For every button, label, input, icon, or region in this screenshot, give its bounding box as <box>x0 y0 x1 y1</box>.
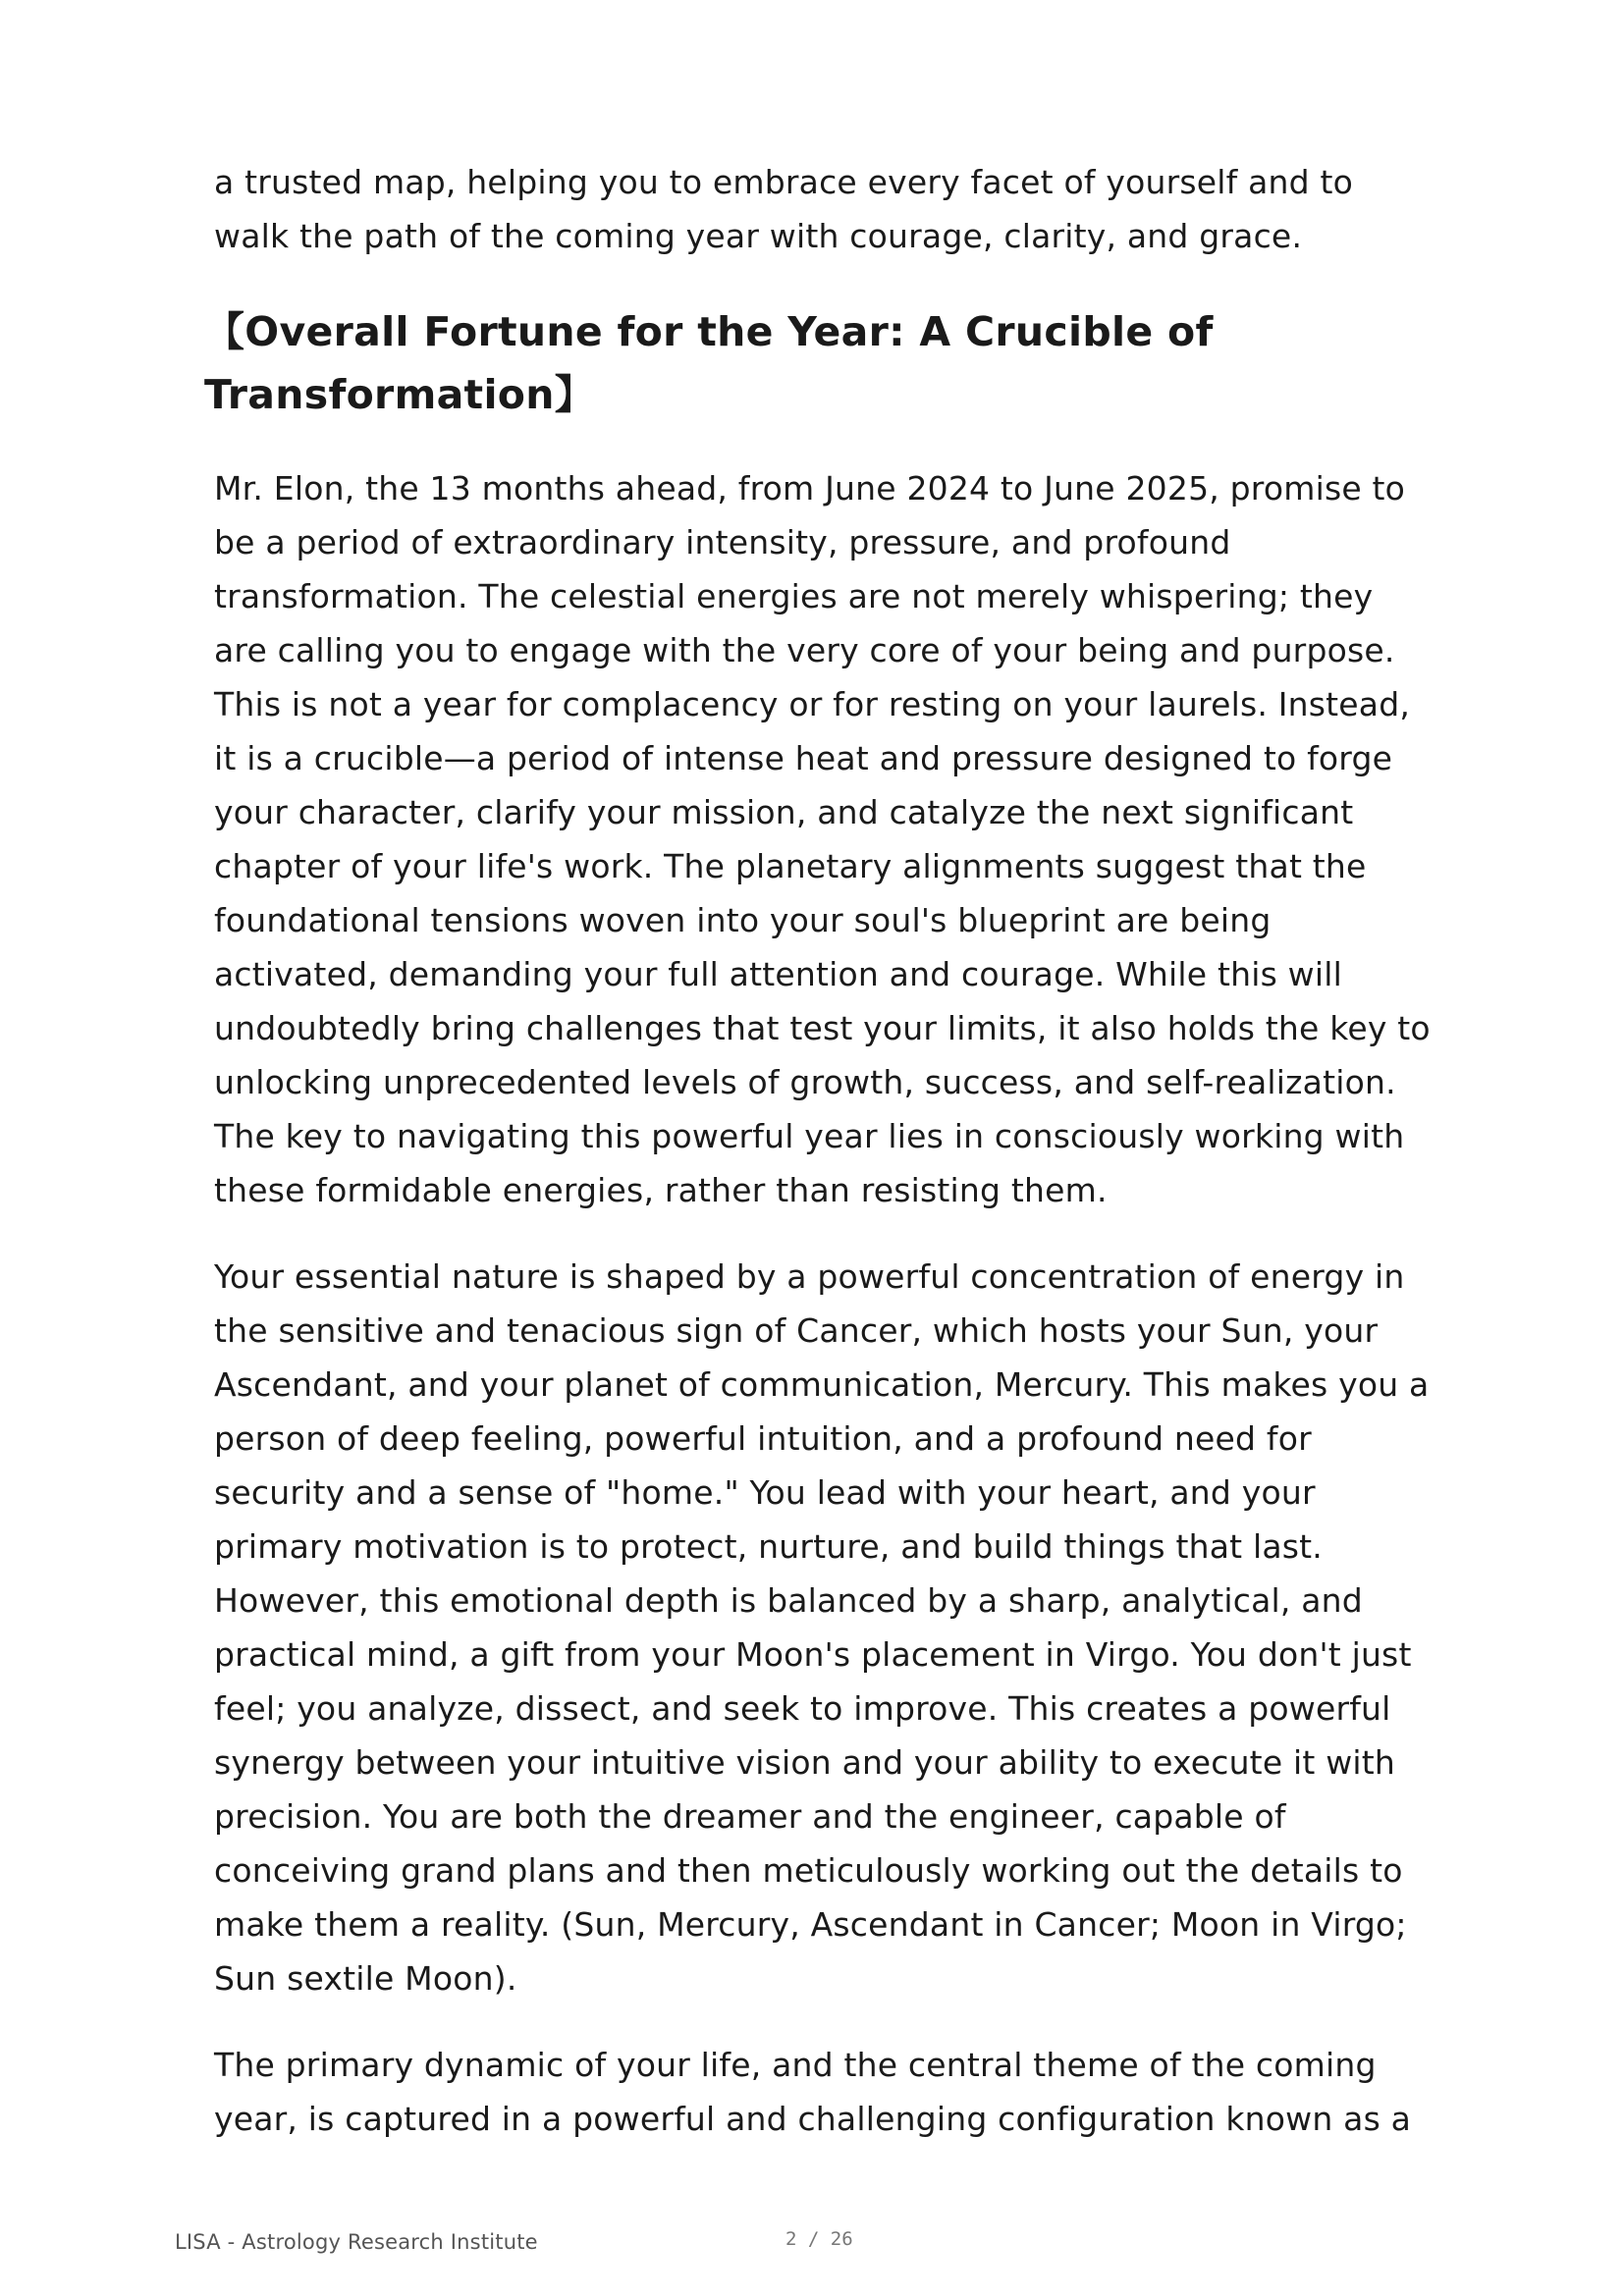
page-number: 2 / 26 <box>785 2228 853 2250</box>
body-paragraph: Mr. Elon, the 13 months ahead, from June 2024 to June 2025, promise to be a period of extraordinary intensity, pressure, and profound transformation. The celestial energies are not merely whispering; they are calling you to engage with the very core of your being and purpose. This is not a year for complacency or for resting on your laurels. Instead, it is a crucible—a period of intense heat and pressure designed to forge your character, clarify your mission, and catalyze the next significant chapter of your life's work. The planetary alignments suggest that the foundational tensions woven into your soul's blueprint are being activated, demanding your full attention and courage. While this will undoubtedly bring challenges that test your limits, it also holds the key to unlocking unprecedented levels of growth, success, and self-realization. The key to navigating this powerful year lies in consciously working with these formidable energies, rather than resisting them. <box>214 469 1431 1209</box>
body-paragraph: The primary dynamic of your life, and the central theme of the coming year, is captured in a powerful and challenging configuration known as a <box>214 2046 1412 2138</box>
page-content <box>204 155 1432 2146</box>
section-heading: 【Overall Fortune for the Year: A Crucible of Transformation】 <box>204 308 1214 418</box>
footer-publisher: LISA - Astrology Research Institute <box>175 2230 538 2254</box>
body-paragraph: Your essential nature is shaped by a powerful concentration of energy in the sensitive and tenacious sign of Cancer, which hosts your Sun, your Ascendant, and your planet of communication, Mercury. This makes you a person of deep feeling, powerful intuition, and a profound need for security and a sense of "home." You lead with your heart, and your primary motivation is to protect, nurture, and build things that last. However, this emotional depth is balanced by a sharp, analytical, and practical mind, a gift from your Moon's placement in Virgo. You don't just feel; you analyze, dissect, and seek to improve. This creates a powerful synergy between your intuitive vision and your ability to execute it with precision. You are both the dreamer and the engineer, capable of conceiving grand plans and then meticulously working out the details to make them a reality. (Sun, Mercury, Ascendant in Cancer; Moon in Virgo; Sun sextile Moon). <box>214 1257 1430 1998</box>
intro-paragraph: a trusted map, helping you to embrace every facet of yourself and to walk the path of the coming year with courage, clarity, and grace. <box>214 163 1354 255</box>
